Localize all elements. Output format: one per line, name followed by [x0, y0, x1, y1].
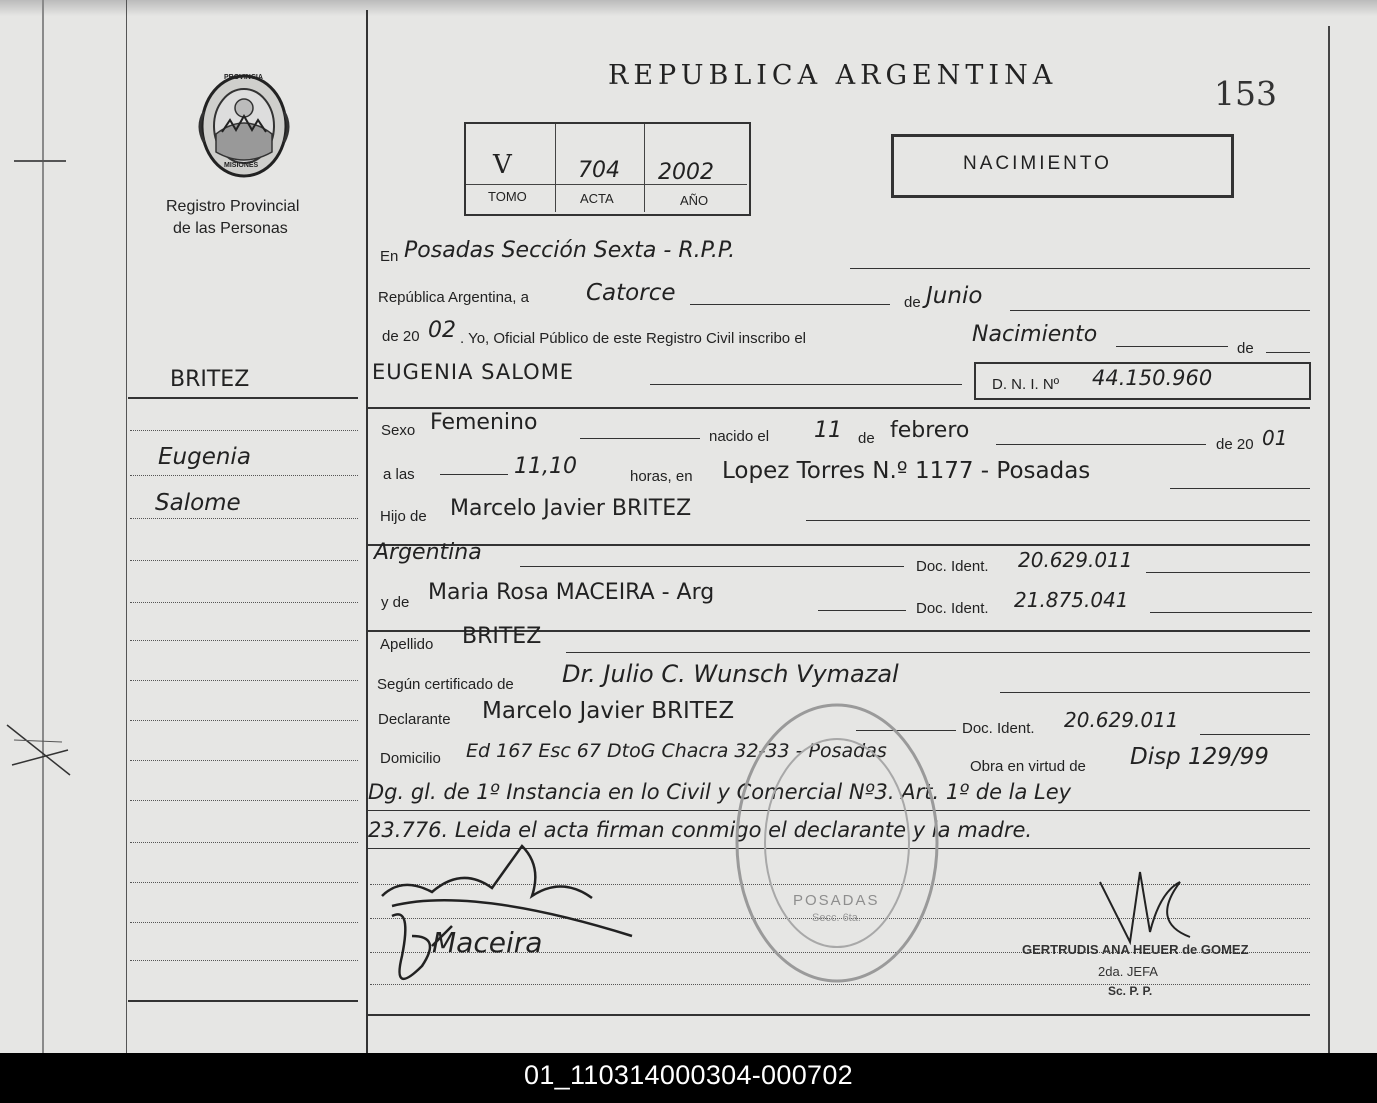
margin-given-1: Eugenia — [158, 444, 251, 470]
registry-name-line1: Registro Provincial — [166, 198, 300, 215]
margin-dotted-8 — [130, 720, 358, 721]
margin-given-2: Salome — [155, 490, 241, 516]
label-nacido: nacido el — [709, 428, 770, 445]
label-de-mes-nac: de — [858, 430, 875, 447]
address: Ed 167 Esc 67 DtoG Chacra 32-33 - Posadas — [466, 740, 887, 762]
act-name: Nacimiento — [972, 322, 1098, 347]
label-domicilio: Domicilio — [380, 750, 441, 767]
line-mother — [818, 610, 906, 611]
right-page-border — [1328, 26, 1330, 1053]
margin-surname: BRITEZ — [170, 367, 250, 392]
record-box-divider-2 — [644, 124, 645, 212]
dni-number: 44.150.960 — [1092, 366, 1213, 390]
label-doc-2: Doc. Ident. — [916, 600, 989, 617]
line-day-dotted — [690, 304, 890, 305]
tomo-value: V — [493, 150, 512, 180]
line-surname — [566, 652, 1310, 653]
seal-bottom-text: MISIONES — [224, 162, 259, 169]
binding-cross-mark — [2, 720, 74, 780]
main-column-border — [366, 10, 368, 1053]
margin-dotted-13 — [130, 922, 358, 923]
margin-dotted-6 — [130, 640, 358, 641]
label-a-las: a las — [383, 466, 415, 483]
label-doc-1: Doc. Ident. — [916, 558, 989, 575]
country-title: REPUBLICA ARGENTINA — [608, 60, 1058, 91]
ano-label: AÑO — [680, 193, 709, 208]
binding-line — [42, 0, 44, 1053]
father-nationality: Argentina — [374, 540, 482, 565]
margin-dotted-12 — [130, 882, 358, 883]
label-horas: horas, en — [630, 468, 693, 485]
day-in-words: Catorce — [586, 280, 676, 306]
line-sex — [580, 438, 700, 439]
father-name: Marcelo Javier BRITEZ — [450, 496, 692, 521]
section-rule-2 — [368, 544, 1310, 546]
label-y-de: y de — [381, 594, 410, 611]
sex: Femenino — [430, 410, 538, 435]
record-box-divider-1 — [555, 124, 556, 212]
margin-dotted-2 — [130, 475, 358, 476]
label-segun: Según certificado de — [377, 676, 514, 693]
tomo-label: TOMO — [488, 189, 527, 204]
official-stamp-unit: Sc. P. P. — [1108, 984, 1153, 998]
label-de-nombre: de — [1237, 340, 1254, 357]
registration-year: 02 — [428, 318, 456, 343]
scan-id-bar — [0, 1053, 1377, 1103]
seal-city: POSADAS — [793, 892, 880, 909]
declarant-name: Marcelo Javier BRITEZ — [482, 698, 735, 724]
mother-signature: Maceira — [432, 926, 543, 959]
place-of-registration: Posadas Sección Sexta - R.P.P. — [404, 238, 736, 263]
line-doc-1 — [1146, 572, 1310, 573]
ano-value: 2002 — [658, 160, 714, 185]
line-doc-3 — [1200, 734, 1310, 735]
seal-top-text: PROVINCIA — [224, 74, 263, 81]
margin-dotted-5 — [130, 602, 358, 603]
margin-rule-main — [128, 397, 358, 399]
margin-dotted-3 — [130, 518, 358, 519]
line-doc-2 — [1150, 612, 1312, 613]
official-stamp-role: 2da. JEFA — [1098, 964, 1158, 979]
line-act — [1116, 346, 1228, 347]
birth-hour: 11,10 — [514, 454, 577, 479]
label-yo: . Yo, Oficial Público de este Registro Civil inscribo el — [460, 330, 806, 347]
birth-day: 11 — [814, 418, 842, 443]
label-de-mes: de — [904, 294, 921, 311]
seal-section: Secc. 6ta. — [812, 912, 861, 924]
section-rule-bottom — [368, 1014, 1310, 1016]
section-rule-1 — [368, 407, 1310, 409]
line-doctor — [1000, 692, 1310, 693]
child-name: EUGENIA SALOME — [372, 360, 575, 384]
line-month — [1010, 310, 1310, 311]
binding-tick-top — [14, 160, 66, 162]
label-apellido: Apellido — [380, 636, 434, 653]
scan-id-code: 01_110314000304-000702 — [524, 1060, 853, 1090]
margin-dotted-9 — [130, 760, 358, 761]
label-sexo: Sexo — [381, 422, 416, 439]
label-obra: Obra en virtud de — [970, 758, 1086, 775]
father-doc: 20.629.011 — [1018, 548, 1133, 572]
official-signature-icon — [1090, 862, 1200, 952]
label-dni: D. N. I. Nº — [992, 376, 1060, 393]
certifying-doctor: Dr. Julio C. Wunsch Vymazal — [562, 660, 899, 688]
margin-dotted-1 — [130, 430, 358, 431]
official-stamp-name: GERTRUDIS ANA HEUER de GOMEZ — [1022, 942, 1249, 957]
margin-dotted-10 — [130, 800, 358, 801]
declarant-doc: 20.629.011 — [1064, 708, 1179, 732]
birth-place: Lopez Torres N.º 1177 - Posadas — [722, 458, 1091, 484]
label-de20-nac: de 20 — [1216, 436, 1254, 453]
folio-number: 153 — [1214, 74, 1277, 113]
act-type-label: NACIMIENTO — [963, 153, 1112, 174]
top-edge-strip — [0, 0, 1377, 16]
margin-dotted-4 — [130, 560, 358, 561]
note-line-2: 23.776. Leida el acta firman conmigo el declarante y la madre. — [368, 818, 1033, 842]
mother-name: Maria Rosa MACEIRA - Arg — [428, 580, 715, 605]
birth-year: 01 — [1262, 426, 1288, 450]
line-nationality — [520, 566, 904, 567]
line-de-end — [1266, 352, 1310, 353]
mother-doc: 21.875.041 — [1014, 588, 1129, 612]
label-doc-3: Doc. Ident. — [962, 720, 1035, 737]
margin-dotted-7 — [130, 680, 358, 681]
line-father — [806, 520, 1310, 521]
acta-label: ACTA — [580, 191, 614, 206]
left-column-border — [126, 0, 127, 1053]
legal-basis: Disp 129/99 — [1130, 744, 1269, 770]
margin-dotted-11 — [130, 842, 358, 843]
registry-round-seal-icon — [732, 700, 942, 986]
month: Junio — [926, 283, 983, 309]
label-en: En — [380, 248, 399, 265]
margin-dotted-14 — [130, 960, 358, 961]
line-birth-month — [996, 444, 1206, 445]
label-republica: República Argentina, a — [378, 289, 529, 306]
registry-name-line2: de las Personas — [173, 220, 288, 237]
label-declarante: Declarante — [378, 711, 451, 728]
line-name — [650, 384, 962, 385]
declarant-signature-icon — [372, 826, 642, 996]
label-hijo: Hijo de — [380, 508, 427, 525]
line-hour-lead — [440, 474, 508, 475]
acta-value: 704 — [578, 158, 620, 183]
line-en — [850, 268, 1310, 269]
birth-month: febrero — [890, 418, 970, 443]
margin-rule-bottom — [128, 1000, 358, 1002]
note-line-1: Dg. gl. de 1º Instancia en lo Civil y Comercial Nº3. Art. 1º de la Ley — [368, 780, 1072, 804]
label-de20: de 20 — [382, 328, 420, 345]
line-birth-place — [1170, 488, 1310, 489]
surname-value: BRITEZ — [462, 624, 542, 649]
